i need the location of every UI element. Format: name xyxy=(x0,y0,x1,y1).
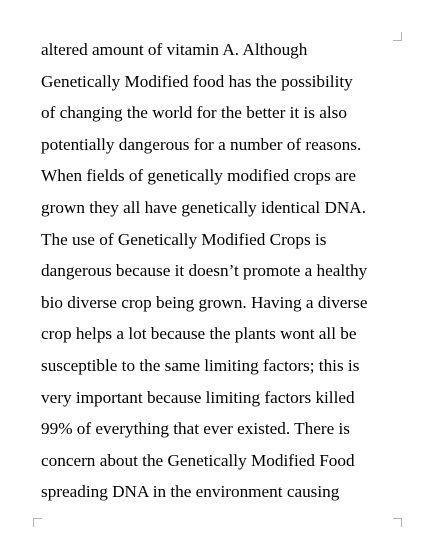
text-line: altered amount of vitamin A. Although xyxy=(41,40,308,59)
text-line: potentially dangerous for a number of reasons. xyxy=(41,134,362,154)
text-line: The use of Genetically Modified Crops is xyxy=(41,229,327,249)
crop-mark-bottom-left xyxy=(33,518,42,527)
text-line: spreading DNA in the environment causing xyxy=(41,482,340,502)
text-line: crop helps a lot because the plants wont all be xyxy=(41,324,357,344)
crop-mark-bottom-right xyxy=(393,518,402,527)
text-line: 99% of everything that ever existed. There is xyxy=(41,419,350,439)
text-line: very important because limiting factors killed xyxy=(41,387,355,407)
text-line: When fields of genetically modified crops are xyxy=(41,166,356,186)
text-line: grown they all have genetically identical DNA. xyxy=(41,197,367,217)
body-text[interactable] xyxy=(41,34,401,508)
text-line: dangerous because it doesn’t promote a healthy xyxy=(41,261,368,281)
text-line: susceptible to the same limiting factors; this is xyxy=(41,355,360,375)
text-line: of changing the world for the better it is also xyxy=(41,103,347,123)
text-line: Genetically Modified food has the possibility xyxy=(41,71,353,91)
text-line: bio diverse crop being grown. Having a diverse xyxy=(41,292,368,312)
text-line: concern about the Genetically Modified Food xyxy=(41,450,355,470)
